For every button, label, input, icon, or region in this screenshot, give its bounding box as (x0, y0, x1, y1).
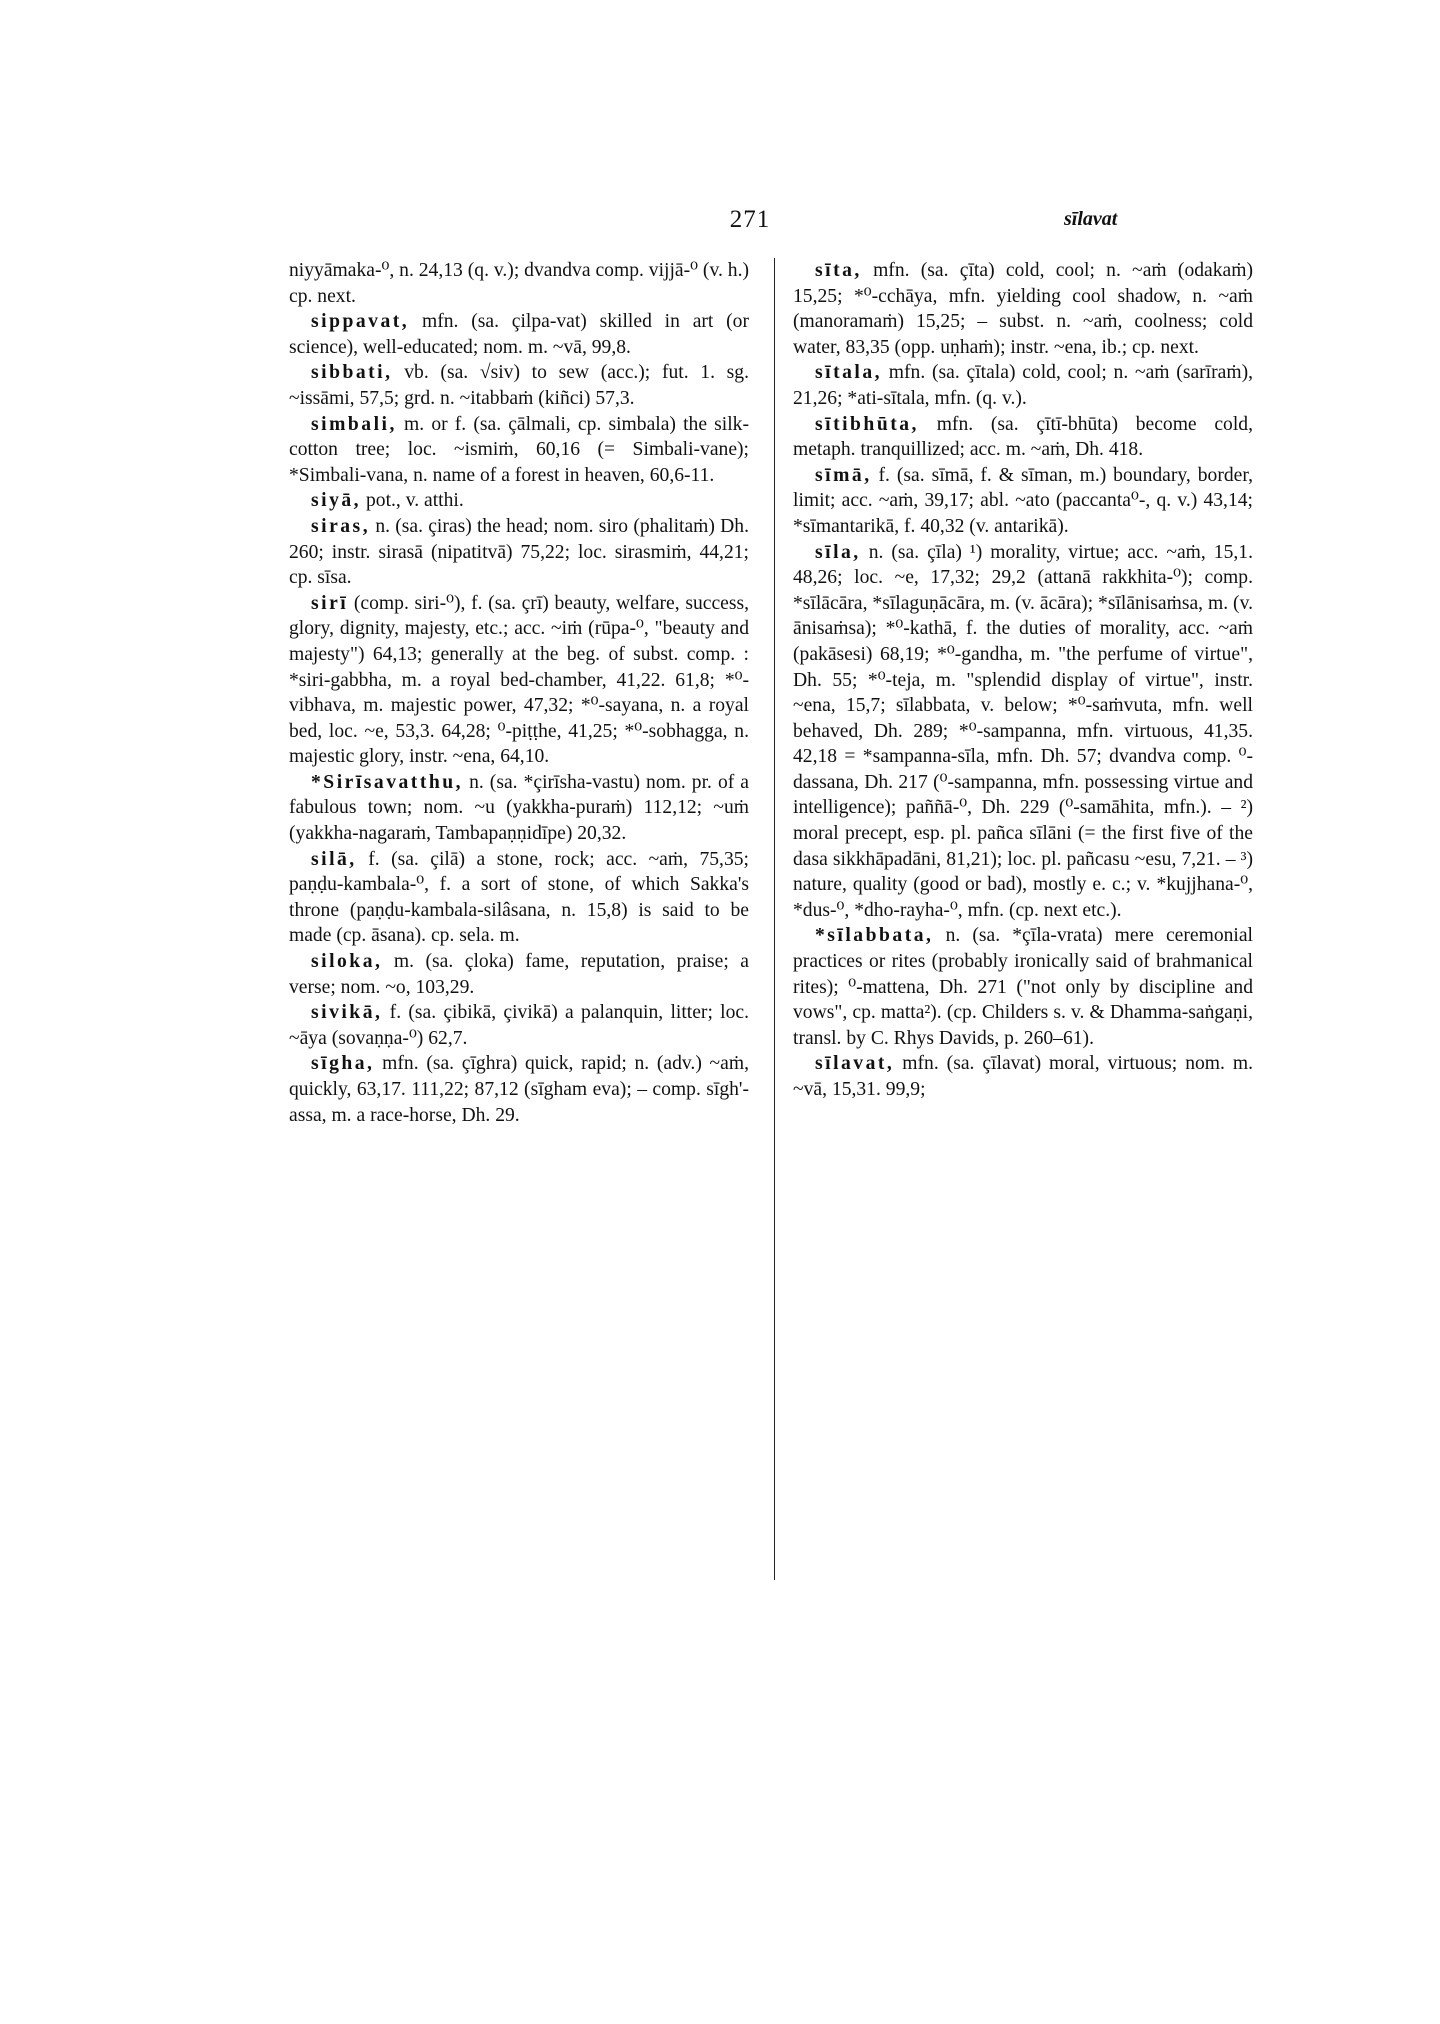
entry-headword: sirī (311, 592, 349, 614)
entry-headword: siras, (311, 515, 371, 537)
column-divider (774, 258, 775, 1580)
dictionary-entry (289, 1000, 749, 1051)
entry-headword: sīlavat, (815, 1053, 895, 1075)
dictionary-entry (289, 488, 749, 514)
entry-headword: sītala, (815, 362, 883, 384)
dictionary-entry (793, 1051, 1253, 1102)
entry-text: mfn. (sa. çīlavat) moral, virtuous; nom. m. ~vā, 15,31. 99,9; (793, 1053, 1254, 1100)
entry-text: f. (sa. çilā) a stone, rock; acc. ~aṁ, 75,35; paṇḍu-kambala-⁰, f. a sort of stone, of which Sakka's throne (paṇḍu-kambala-silâsana, n. 15,8) is said to be made (cp. āsana). cp. sela. m. (289, 848, 749, 947)
dictionary-entry (289, 591, 749, 770)
entry-headword: simbali, (311, 413, 397, 435)
entry-headword: sītibhūta, (815, 413, 919, 435)
entry-headword: siloka, (311, 951, 383, 973)
dictionary-entry (289, 360, 749, 411)
entry-headword: sīla, (815, 541, 861, 563)
entry-headword: sīgha, (311, 1053, 375, 1075)
entry-headword: sibbati, (311, 362, 393, 384)
entry-text: f. (sa. sīmā, f. & sīman, m.) boundary, border, limit; acc. ~aṁ, 39,17; abl. ~ato (paccanta⁰-, q. v.) 43,14; *sīmantarikā, f. 40,32 (v. antarikā). (793, 464, 1253, 537)
dictionary-entry (289, 412, 749, 489)
entry-headword: siyā, (311, 490, 362, 512)
right-column (793, 258, 1253, 1103)
dictionary-entry (289, 514, 749, 591)
entry-text: mfn. (sa. çīta) cold, cool; n. ~aṁ (odakaṁ) 15,25; *⁰-cchāya, mfn. yielding cool shadow, n. ~aṁ (manoramaṁ) 15,25; – subst. n. ~aṁ, coolness; cold water, 83,35 (opp. uṇhaṁ); instr. ~ena, ib.; cp. next. (793, 260, 1253, 358)
entry-text: n. (sa. çīla) ¹) morality, virtue; acc. ~aṁ, 15,1. 48,26; loc. ~e, 17,32; 29,2 (attanā rakkhita-⁰); comp. *sīlācāra, *sīlaguṇācāra, m. (v. ācāra); *sīlānisaṁsa, m. (v. ānisaṁsa); *⁰-kathā, f. the duties of morality, acc. ~aṁ (pakāsesi) 68,19; *⁰-gandha, m. "the perfume of virtue", Dh. 55; *⁰-teja, m. "splendid display of virtue", instr. ~ena, 15,7; sīlabbata, v. below; *⁰-saṁvuta, mfn. well behaved, Dh. 289; *⁰-sampanna, mfn. virtuous, 41,35. 42,18 = *sampanna-sīla, mfn. Dh. 57; dvandva comp. ⁰-dassana, Dh. 217 (⁰-sampanna, mfn. possessing virtue and intelligence); paññā-⁰, Dh. 229 (⁰-samāhita, mfn.). – ²) moral precept, esp. pl. pañca sīlāni (= the first five of the dasa sikkhāpadāni, 81,21); loc. pl. pañcasu ~esu, 7,21. – ³) nature, quality (good or bad), mostly e. c.; v. *kujjhana-⁰, *dus-⁰, *dho-rayha-⁰, mfn. (cp. next etc.). (793, 541, 1253, 921)
entry-text: mfn. (sa. çilpa-vat) skilled in art (or science), well-educated; nom. m. ~vā, 99,8. (289, 311, 749, 358)
page-number: 271 (729, 206, 771, 233)
entry-text: mfn. (sa. çīghra) quick, rapid; n. (adv.) ~aṁ, quickly, 63,17. 111,22; 87,12 (sīgham eva); – comp. sīgh'-assa, m. a race-horse, Dh. 29. (289, 1053, 749, 1126)
dictionary-entry (793, 540, 1253, 924)
entry-text: mfn. (sa. çītī-bhūta) become cold, metaph. tranquillized; acc. m. ~aṁ, Dh. 418. (793, 413, 1253, 461)
entry-text: f. (sa. çibikā, çivikā) a palanquin, litter; loc. ~āya (sovaṇṇa-⁰) 62,7. (289, 1002, 749, 1049)
dictionary-entry (793, 463, 1253, 540)
dictionary-entry (793, 360, 1253, 411)
left-column (289, 258, 749, 1128)
dictionary-entry (289, 949, 749, 1000)
entry-text: m. (sa. çloka) fame, reputation, praise; a verse; nom. ~o, 103,29. (289, 951, 749, 998)
dictionary-entry (289, 258, 749, 309)
entry-headword: sippavat, (311, 311, 410, 333)
dictionary-entry (289, 309, 749, 360)
entry-headword: *sīlabbata, (815, 925, 934, 947)
entry-headword: *Sirīsavatthu, (311, 771, 464, 793)
dictionary-entry (793, 923, 1253, 1051)
dictionary-entry (289, 770, 749, 847)
running-head: sīlavat (1064, 208, 1118, 230)
dictionary-entry (793, 258, 1253, 360)
entry-text: m. or f. (sa. çālmali, cp. simbala) the silk-cotton tree; loc. ~ismiṁ, 60,16 (= Simbali-vane); *Simbali-vana, n. name of a forest in heaven, 60,6-11. (289, 413, 749, 486)
entry-headword: sivikā, (311, 1002, 383, 1024)
entry-text: n. (sa. *çīla-vrata) mere ceremonial practices or rites (probably ironically said of brahmanical rites); ⁰-mattena, Dh. 271 ("not only by discipline and vows", cp. matta²). (cp. Childers s. v. & Dhamma-saṅgaṇi, transl. by C. Rhys Davids, p. 260–61). (793, 925, 1254, 1049)
entry-text: vb. (sa. √siv) to sew (acc.); fut. 1. sg. ~issāmi, 57,5; grd. n. ~itabbaṁ (kiñci) 57,3. (289, 362, 749, 409)
entry-text: n. (sa. *çirīsha-vastu) nom. pr. of a fabulous town; nom. ~u (yakkha-puraṁ) 112,12; ~uṁ (yakkha-nagaraṁ, Tambapaṇṇidīpe) 20,32. (289, 771, 749, 845)
entry-headword: sīmā, (815, 464, 872, 486)
entry-headword: sīta, (815, 260, 862, 281)
entry-text: mfn. (sa. çītala) cold, cool; n. ~aṁ (sarīraṁ), 21,26; *ati-sītala, mfn. (q. v.). (793, 362, 1253, 409)
entry-text: pot., v. atthi. (365, 490, 464, 512)
dictionary-entry (793, 412, 1253, 463)
entry-headword: silā, (311, 848, 357, 870)
entry-text: n. (sa. çiras) the head; nom. siro (phalitaṁ) Dh. 260; instr. sirasā (nipatitvā) 75,22; loc. sirasmiṁ, 44,21; cp. sīsa. (289, 515, 749, 589)
entry-text: niyyāmaka-⁰, n. 24,13 (q. v.); dvandva comp. vijjā-⁰ (v. h.) cp. next. (289, 260, 749, 307)
dictionary-entry (289, 1051, 749, 1128)
entry-text: (comp. siri-⁰), f. (sa. çrī) beauty, welfare, success, glory, dignity, majesty, etc.; acc. ~iṁ (rūpa-⁰, "beauty and majesty") 64,13; generally at the beg. of subst. comp. : *siri-gabbha, m. a royal bed-chamber, 41,22. 61,8; *⁰-vibhava, m. majestic power, 47,32; *⁰-sayana, n. a royal bed, loc. ~e, 53,3. 64,28; ⁰-piṭṭhe, 41,25; *⁰-sobhagga, n. majestic glory, instr. ~ena, 64,10. (289, 592, 749, 768)
dictionary-entry (289, 847, 749, 949)
